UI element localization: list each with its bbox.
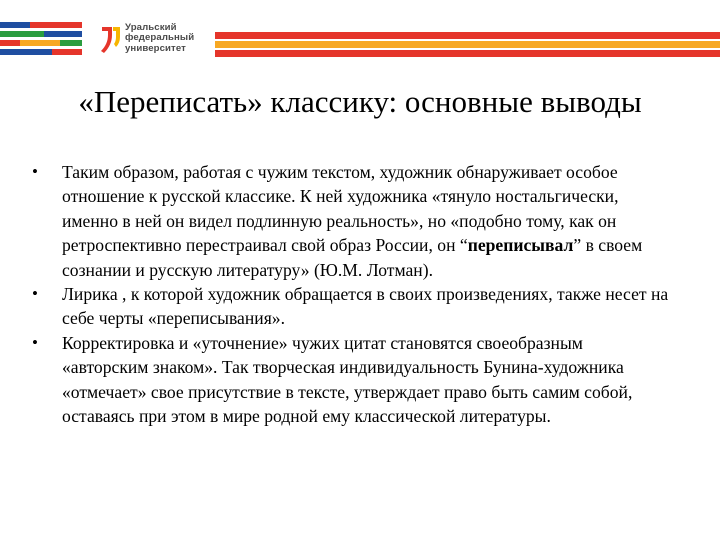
slide-title: «Переписать» классику: основные выводы — [78, 84, 642, 119]
stripe-row — [0, 40, 82, 46]
bullet-text-part: ” в своем сознании и русскую литературу» (Ю.М. Лотман). — [62, 235, 643, 280]
header-stripes-right — [215, 32, 720, 59]
university-logo-icon — [100, 25, 122, 55]
bullet-marker: • — [32, 162, 38, 181]
university-name — [125, 23, 194, 54]
bullet-item — [32, 160, 672, 282]
logo-line: федеральный — [125, 32, 195, 44]
bullet-text — [62, 160, 672, 282]
bullet-bold-word: переписывал — [467, 235, 574, 256]
logo-line: университет — [125, 42, 186, 54]
logo-line: Уральский — [125, 22, 177, 33]
stripe-row — [0, 22, 82, 28]
stripe-row — [0, 49, 82, 55]
stripe-row — [215, 50, 720, 57]
bullet-marker: • — [32, 284, 38, 304]
header-stripes-left — [0, 22, 82, 58]
bullet-text: Лирика , к которой художник обращается в своих произведениях, также несет на себе черты «переписывания». — [62, 284, 669, 329]
stripe-row — [215, 32, 720, 39]
stripe-row — [0, 31, 82, 37]
bullet-text-part: Таким образом, работая с чужим текстом, художник обнаруживает особое отношение к русской классике. К ней художника «тянуло ностальгически, именно в ней он видел подлинную реальность», но «подобно тому, как он ретроспективно перестраивал свой образ России, он “ — [62, 162, 619, 256]
bullet-item — [32, 282, 672, 331]
bullet-list — [32, 160, 672, 428]
bullet-item — [32, 331, 672, 429]
stripe-row — [215, 41, 720, 48]
bullet-marker: • — [32, 332, 38, 352]
bullet-text: Корректировка и «уточнение» чужих цитат становятся своеобразным «авторским знаком». Так творческая индивидуальность Бунина-художника «отмечает» свое присутствие в тексте, утверждает право быть самим собой, оставаясь при этом в мире родной ему классической литературы. — [62, 332, 633, 427]
